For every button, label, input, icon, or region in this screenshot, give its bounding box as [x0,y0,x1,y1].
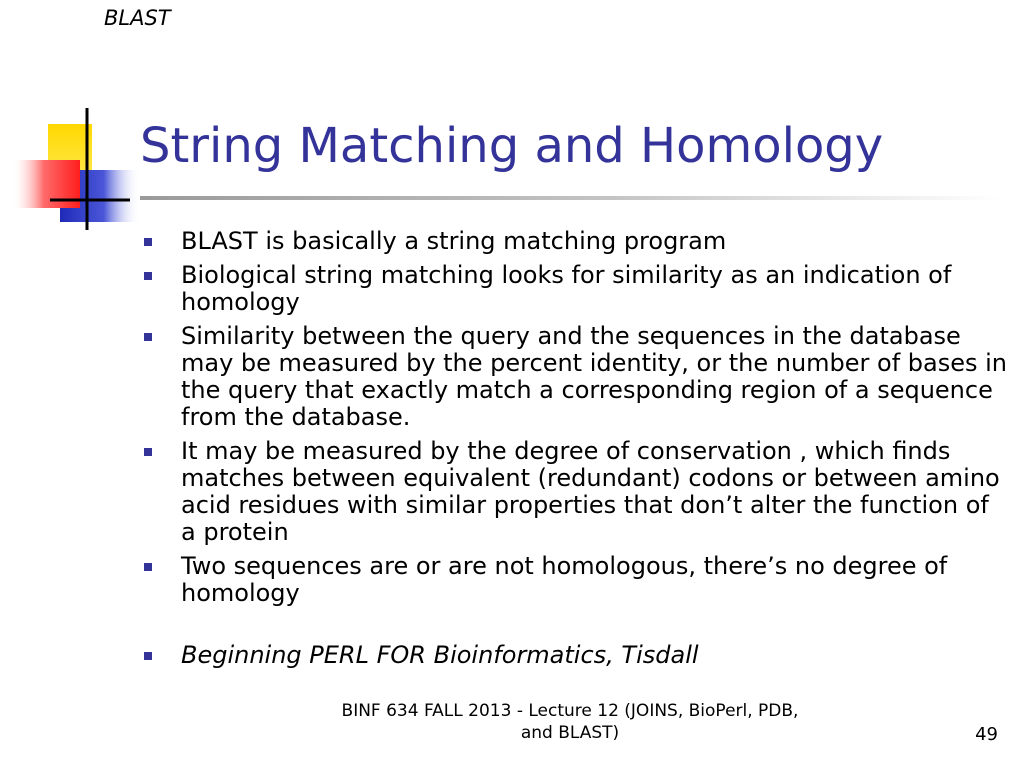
bullet-square-icon [144,652,152,660]
bullet-list [140,228,1010,676]
bullet-text: BLAST is basically a string matching program [181,227,727,255]
header-label: BLAST [104,6,171,30]
bullet-item [140,228,1010,255]
slide-title: String Matching and Homology [140,118,884,174]
reference-text: Beginning PERL FOR Bioinformatics, Tisdall [181,641,699,669]
bullet-square-icon [144,272,152,280]
footer-line-2: and BLAST) [520,723,620,743]
bullet-square-icon [144,333,152,341]
bullet-item [140,323,1010,431]
bullet-text: Two sequences are or are not homologous, there’s no degree of homology [181,552,948,607]
bullet-text: Biological string matching looks for similarity as an indication of homology [181,261,952,316]
page-number: 49 [975,724,998,745]
bullet-square-icon [144,448,152,456]
footer-text [300,700,840,744]
bullet-item-reference [140,642,1010,669]
bullet-square-icon [144,563,152,571]
bullet-item [140,438,1010,546]
footer-line-1: BINF 634 FALL 2013 - Lecture 12 (JOINS, BioPerl, PDB, [341,701,799,721]
bullet-text: Similarity between the query and the sequences in the database may be measured by the percent identity, or the number of bases in the query that exactly match a corresponding region of a sequence from the database. [181,322,1008,431]
bullet-item [140,262,1010,316]
bullet-item [140,553,1010,607]
bullet-text: It may be measured by the degree of conservation , which finds matches between equivalent (redundant) codons or between amino acid residues with similar properties that don’t alter the function of a protein [181,437,1000,546]
bullet-square-icon [144,238,152,246]
title-underline [140,196,1000,200]
